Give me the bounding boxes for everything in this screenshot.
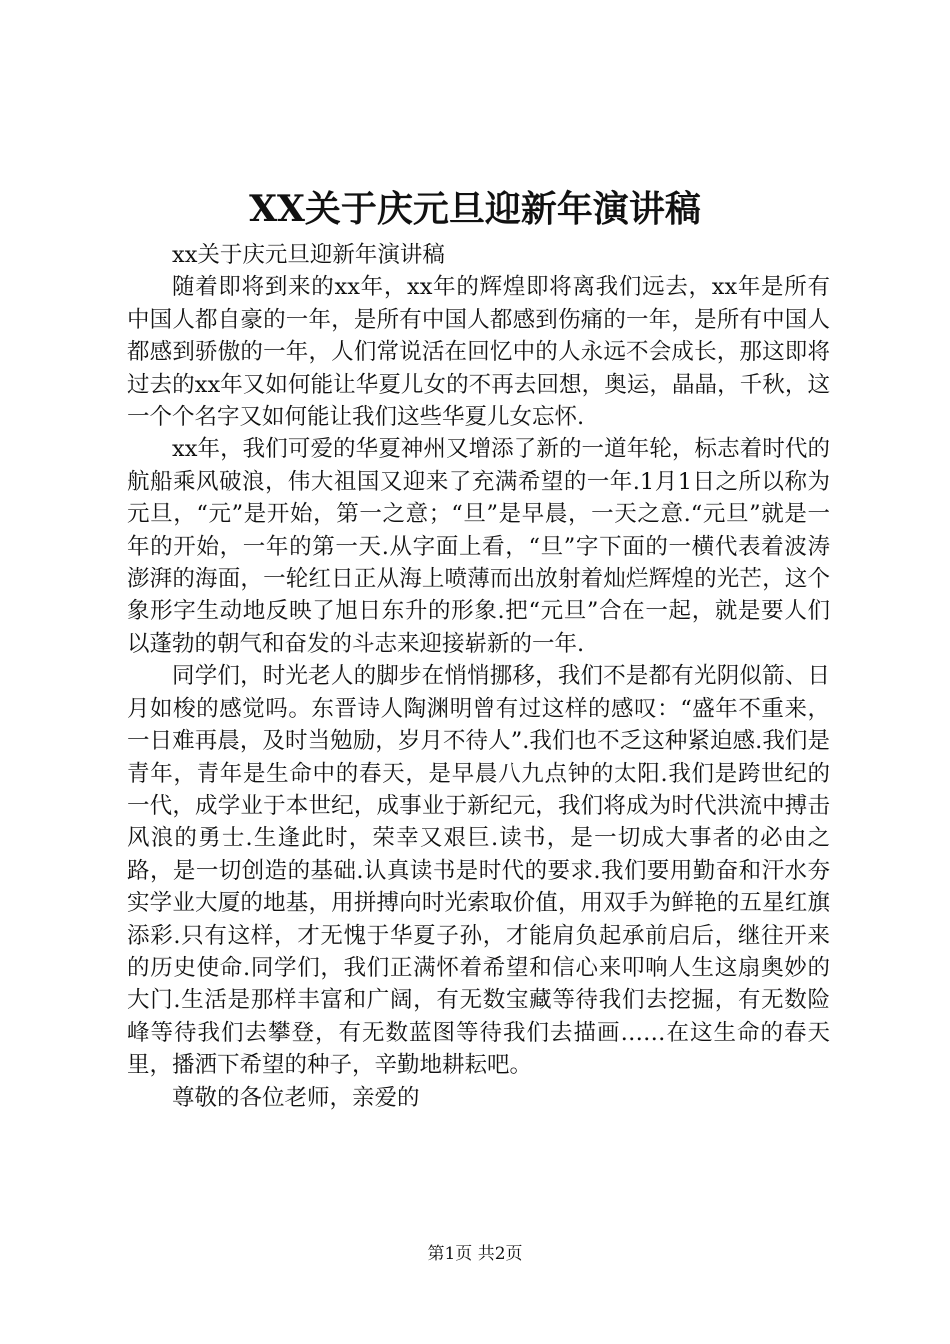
document-title: XX关于庆元旦迎新年演讲稿 [249,188,701,230]
paragraph-4: 尊敬的各位老师，亲爱的 [172,1084,420,1111]
document-body [127,239,830,1114]
page-number-footer: 第1页 共2页 [427,1244,523,1264]
document-subtitle: xx关于庆元旦迎新年演讲稿 [172,242,445,268]
paragraph-2: xx年，我们可爱的华夏神州又增添了新的一道年轮，标志着时代的航船乘风破浪，伟大祖国又迎来了充满希望的一年.1月1日之所以称为元旦，“元”是开始，第一之意；“旦”是早晨，一天之意.“元旦”就是一年的开始，一年的第一天.从字面上看，“旦”字下面的一横代表着波涛澎湃的海面，一轮红日正从海上喷薄而出放射着灿烂辉煌的光芒，这个象形字生动地反映了旭日东升的形象.把“元旦”合在一起，就是要人们以蓬勃的朝气和奋发的斗志来迎接崭新的一年. [127,436,830,657]
paragraph-3: 同学们，时光老人的脚步在悄悄挪移，我们不是都有光阴似箭、日月如梭的感觉吗。东晋诗人陶渊明曾有过这样的感叹：“盛年不重来，一日难再晨，及时当勉励，岁月不待人”.我们也不乏这种紧迫感.我们是青年，青年是生命中的春天，是早晨八九点钟的太阳.我们是跨世纪的一代，成学业于本世纪，成事业于新纪元，我们将成为时代洪流中搏击风浪的勇士.生逢此时，荣幸又艰巨.读书，是一切成大事者的必由之路，是一切创造的基础.认真读书是时代的要求.我们要用勤奋和汗水夯实学业大厦的地基，用拼搏向时光索取价值，用双手为鲜艳的五星红旗添彩.只有这样，才无愧于华夏子孙，才能肩负起承前启后，继往开来的历史使命.同学们，我们正满怀着希望和信心来叩响人生这扇奥妙的大门.生活是那样丰富和广阔，有无数宝藏等待我们去挖掘，有无数险峰等待我们去攀登，有无数蓝图等待我们去描画……在这生命的春天里，播洒下希望的种子，辛勤地耕耘吧。 [127,663,830,1079]
paragraph-1: 随着即将到来的xx年，xx年的辉煌即将离我们远去，xx年是所有中国人都自豪的一年，是所有中国人都感到伤痛的一年，是所有中国人都感到骄傲的一年，人们常说活在回忆中的人永远不会成长，那这即将过去的xx年又如何能让华夏儿女的不再去回想，奥运，晶晶，千秋，这一个个名字又如何能让我们这些华夏儿女忘怀. [127,274,830,431]
